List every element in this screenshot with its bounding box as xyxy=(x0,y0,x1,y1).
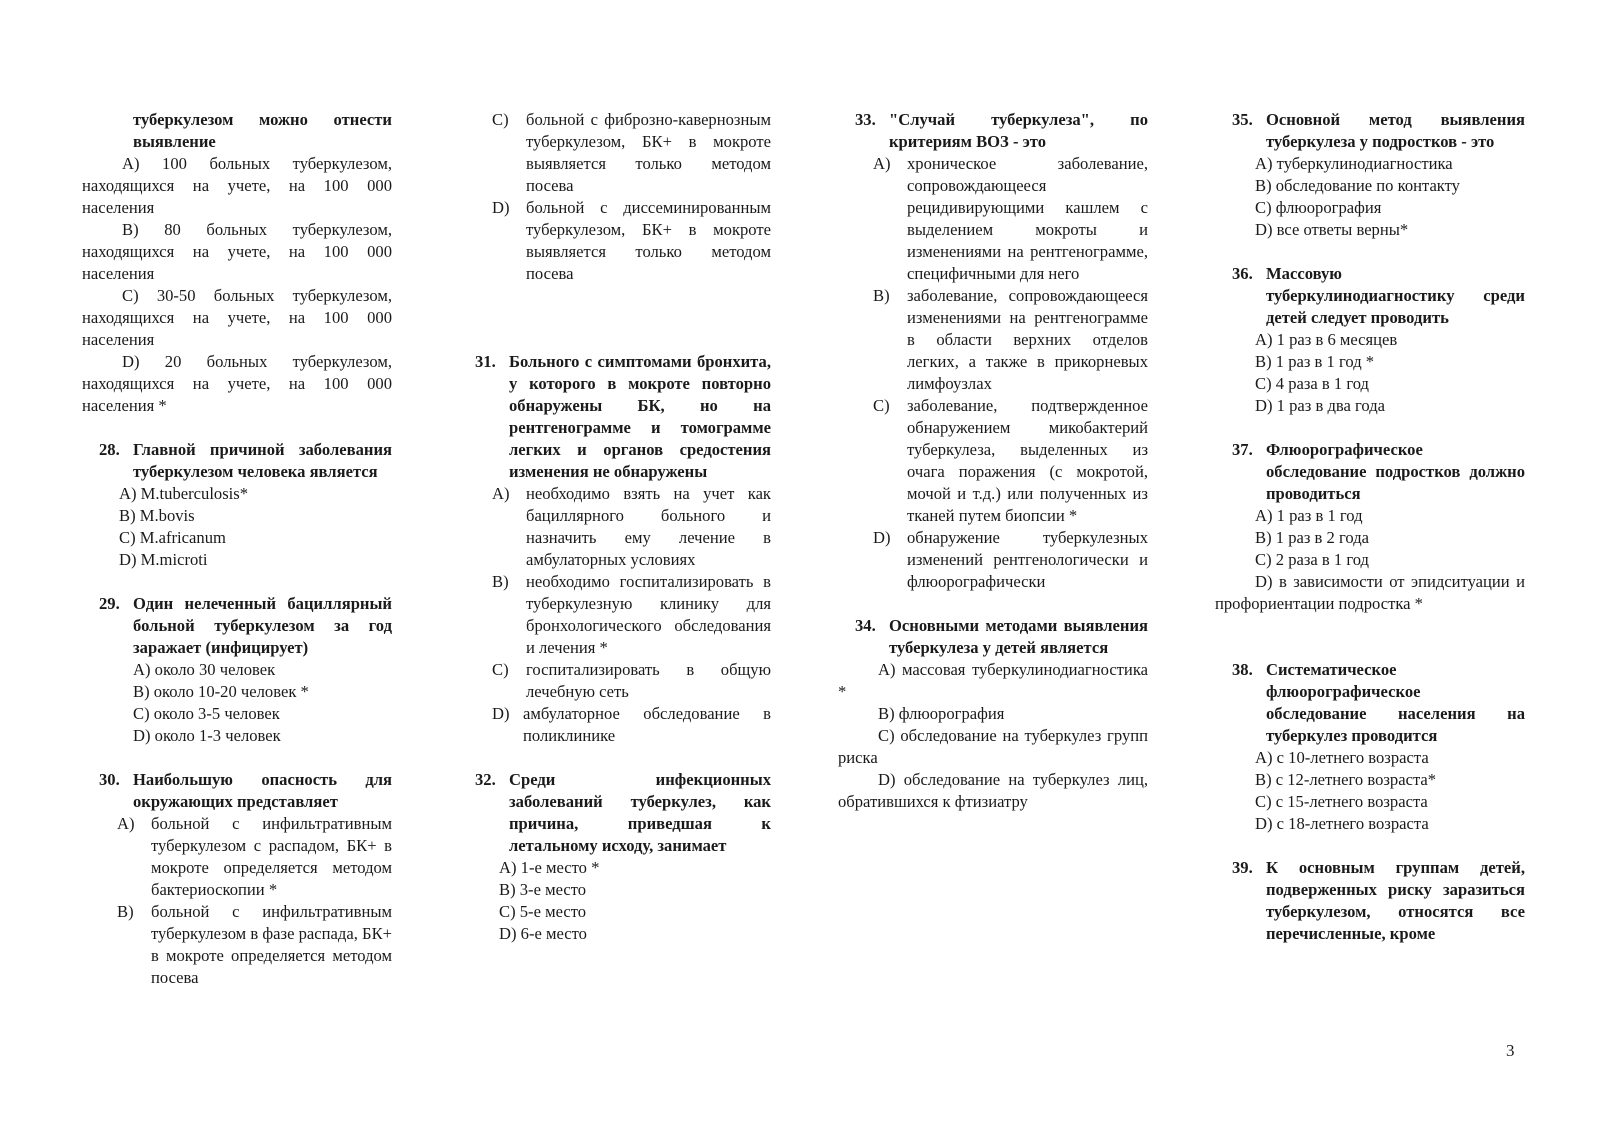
question-number: 37. xyxy=(1232,440,1253,459)
question-number: 33. xyxy=(855,110,876,129)
option-text: необходимо взять на учет как бациллярного больного и назначить ему лечение в амбулаторных условиях xyxy=(526,484,771,569)
answer-option: B) 1 раз в 1 год * xyxy=(1255,352,1375,371)
option-letter: D) xyxy=(492,198,510,217)
option-text: необходимо госпитализировать в туберкулезную клинику для бронхологического обследования и лечения * xyxy=(526,572,771,657)
question-29 xyxy=(82,593,392,659)
answer-option: D) около 1-3 человек xyxy=(133,726,281,745)
answer-option: C) 30-50 больных туберкулезом, находящихся на учете, на 100 000 населения xyxy=(82,286,392,349)
answer-option xyxy=(475,483,771,571)
option-text: больной с инфильтративным туберкулезом в фазе распада, БК+ в мокроте определяется методом посева xyxy=(151,902,392,987)
answer-option xyxy=(475,109,771,197)
option-text: обнаружение туберкулезных изменений рентгенологически и флюорографически xyxy=(907,528,1148,591)
question-text: Флюорографическое обследование подростков должно проводиться xyxy=(1266,440,1525,503)
answer-option xyxy=(838,153,1148,285)
question-text: Основными методами выявления туберкулеза у детей является xyxy=(889,616,1148,657)
question-text: К основным группам детей, подверженных риску заразиться туберкулезом, относятся все перечисленные, кроме xyxy=(1266,858,1525,943)
question-34 xyxy=(838,615,1148,659)
question-35 xyxy=(1215,109,1525,153)
answer-option xyxy=(475,659,771,703)
question-number: 39. xyxy=(1232,858,1253,877)
question-text: Систематическое флюорографическое обследование населения на туберкулез проводится xyxy=(1266,660,1525,745)
question-number: 31. xyxy=(475,352,496,371)
column-2 xyxy=(475,109,771,945)
answer-option: D) 20 больных туберкулезом, находящихся на учете, на 100 000 населения * xyxy=(82,352,392,415)
question-27-continued xyxy=(82,109,392,153)
question-text: Массовую туберкулинодиагностику среди детей следует проводить xyxy=(1266,264,1525,327)
answer-option xyxy=(838,395,1148,527)
answer-option: D) обследование на туберкулез лиц, обратившихся к фтизиатру xyxy=(838,770,1148,811)
option-letter: D) xyxy=(873,528,891,547)
answer-option: C) 2 раза в 1 год xyxy=(1255,550,1370,569)
option-text: больной с диссеминированным туберкулезом, БК+ в мокроте выявляется только методом посева xyxy=(526,198,771,283)
answer-option: А) с 10-летнего возраста xyxy=(1255,748,1429,767)
answer-option xyxy=(82,813,392,901)
question-text: туберкулезом можно отнести выявление xyxy=(133,110,392,151)
answer-option: А) M.tuberculosis* xyxy=(119,484,249,503)
answer-option: А) 1 раз в 1 год xyxy=(1255,506,1363,525)
answer-option xyxy=(838,285,1148,395)
question-37 xyxy=(1215,439,1525,505)
question-text: Главной причиной заболевания туберкулезом человека является xyxy=(133,440,392,481)
answer-option: А) 1-е место * xyxy=(499,858,600,877)
answer-option: B) обследование по контакту xyxy=(1255,176,1460,195)
answer-option xyxy=(475,197,771,285)
answer-option: D) 1 раз в два года xyxy=(1255,396,1386,415)
option-letter: А) xyxy=(492,484,510,503)
answer-option: C) с 15-летнего возраста xyxy=(1255,792,1428,811)
column-4 xyxy=(1215,109,1525,945)
question-36 xyxy=(1215,263,1525,329)
answer-option: B) около 10-20 человек * xyxy=(133,682,309,701)
question-number: 38. xyxy=(1232,660,1253,679)
question-text: Основной метод выявления туберкулеза у подростков - это xyxy=(1266,110,1525,151)
question-28 xyxy=(82,439,392,483)
option-letter: B) xyxy=(117,902,134,921)
answer-option: B) 3-е место xyxy=(499,880,587,899)
answer-option: А) туберкулинодиагностика xyxy=(1255,154,1453,173)
question-number: 32. xyxy=(475,770,496,789)
column-1 xyxy=(82,109,392,989)
answer-option xyxy=(82,901,392,989)
question-39 xyxy=(1215,857,1525,945)
option-text: амбулаторное обследование в поликлинике xyxy=(523,704,771,745)
answer-option: B) флюорография xyxy=(878,704,1005,723)
question-text: Среди инфекционных заболеваний туберкулез, как причина, приведшая к летальному исходу, занимает xyxy=(509,770,771,855)
option-letter: А) xyxy=(873,154,891,173)
answer-option: D) в зависимости от эпидситуации и профориентации подростка * xyxy=(1215,572,1525,613)
answer-option: B) M.bovis xyxy=(119,506,195,525)
question-text: Один нелеченный бациллярный больной туберкулезом за год заражает (инфицирует) xyxy=(133,594,392,657)
question-33 xyxy=(838,109,1148,153)
answer-option xyxy=(475,703,771,747)
option-letter: А) xyxy=(117,814,135,833)
question-30 xyxy=(82,769,392,813)
option-text: заболевание, подтвержденное обнаружением микобактерий туберкулеза, выделенных из очага поражения (с мокротой, мочой и т.д.) или полученных из тканей путем биопсии * xyxy=(907,396,1148,525)
question-number: 29. xyxy=(99,594,120,613)
answer-option: C) обследование на туберкулез групп риска xyxy=(838,726,1148,767)
question-text: "Случай туберкулеза", по критериям ВОЗ - это xyxy=(889,110,1148,151)
option-letter: C) xyxy=(492,110,509,129)
option-text: хроническое заболевание, сопровождающееся рецидивирующими кашлем с выделением мокроты и изменениями на рентгенограмме, специфичными для него xyxy=(907,154,1148,283)
answer-option: А) 100 больных туберкулезом, находящихся на учете, на 100 000 населения xyxy=(82,154,392,217)
answer-option: C) 4 раза в 1 год xyxy=(1255,374,1370,393)
answer-option xyxy=(475,571,771,659)
option-letter: C) xyxy=(873,396,890,415)
question-number: 36. xyxy=(1232,264,1253,283)
answer-option: D) с 18-летнего возраста xyxy=(1255,814,1429,833)
question-32 xyxy=(475,769,771,857)
option-text: больной с фиброзно-кавернозным туберкулезом, БК+ в мокроте выявляется только методом посева xyxy=(526,110,771,195)
option-text: заболевание, сопровождающееся изменениями на рентгенограмме в области верхних отделов легких, а также в прикорневых лимфоузлах xyxy=(907,286,1148,393)
answer-option: B) 80 больных туберкулезом, находящихся на учете, на 100 000 населения xyxy=(82,220,392,283)
option-letter: B) xyxy=(492,572,509,591)
option-text: больной с инфильтративным туберкулезом с распадом, БК+ в мокроте определяется методом бактериоскопии * xyxy=(151,814,392,899)
answer-option: D) все ответы верны* xyxy=(1255,220,1409,239)
option-text: госпитализировать в общую лечебную сеть xyxy=(526,660,771,701)
answer-option: C) флюорография xyxy=(1255,198,1382,217)
page-number: 3 xyxy=(1506,1041,1515,1060)
answer-option: D) M.microti xyxy=(119,550,208,569)
question-text: Наибольшую опасность для окружающих представляет xyxy=(133,770,392,811)
question-number: 30. xyxy=(99,770,120,789)
answer-option: C) 5-е место xyxy=(499,902,587,921)
question-number: 28. xyxy=(99,440,120,459)
question-38 xyxy=(1215,659,1525,747)
answer-option: C) около 3-5 человек xyxy=(133,704,280,723)
answer-option: B) с 12-летнего возраста* xyxy=(1255,770,1437,789)
answer-option xyxy=(838,527,1148,593)
answer-option: А) массовая туберкулинодиагностика * xyxy=(838,660,1148,701)
answer-option: А) 1 раз в 6 месяцев xyxy=(1255,330,1398,349)
question-number: 34. xyxy=(855,616,876,635)
answer-option: А) около 30 человек xyxy=(133,660,276,679)
option-letter: B) xyxy=(873,286,890,305)
option-letter: D) xyxy=(492,704,510,723)
answer-option: C) M.africanum xyxy=(119,528,226,547)
column-3 xyxy=(838,109,1148,813)
answer-option: B) 1 раз в 2 года xyxy=(1255,528,1370,547)
question-number: 35. xyxy=(1232,110,1253,129)
option-letter: C) xyxy=(492,660,509,679)
answer-option: D) 6-е место xyxy=(499,924,587,943)
question-31 xyxy=(475,351,771,483)
question-text: Больного с симптомами бронхита, у которого в мокроте повторно обнаружены БК, но на рентгенограмме и томограмме легких и органов средостения изменения не обнаружены xyxy=(509,352,771,481)
